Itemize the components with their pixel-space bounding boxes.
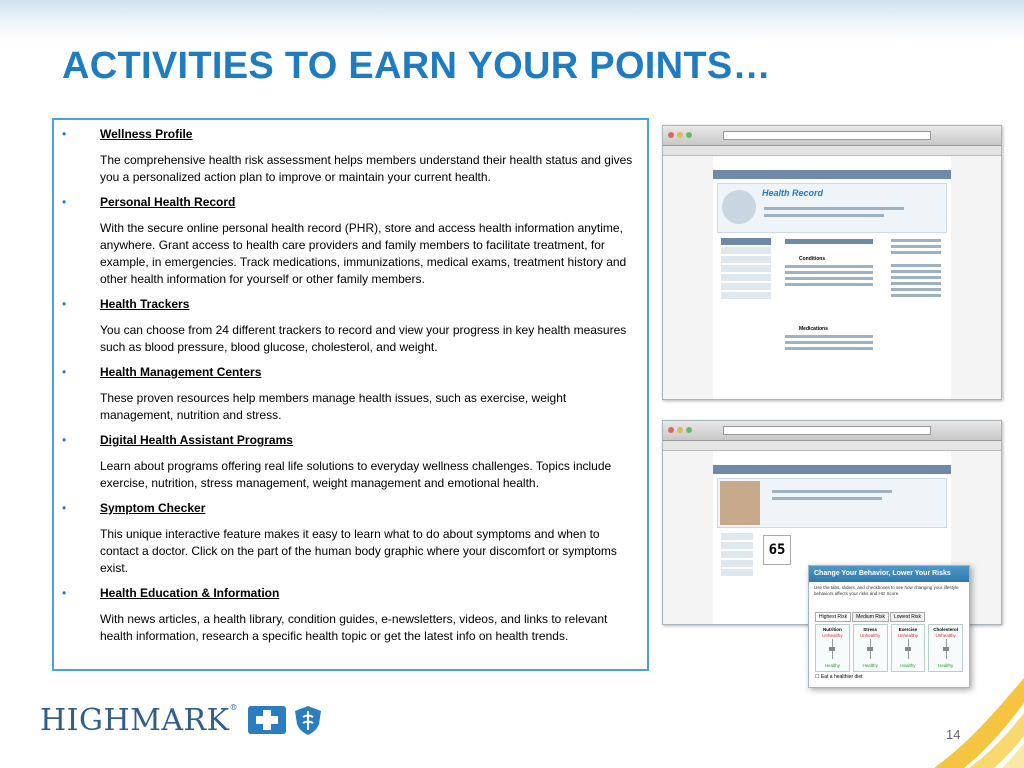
page-number: 14 [946,727,961,742]
item-title: Personal Health Record [100,195,236,209]
slider-knob[interactable] [943,647,949,651]
site-nav [713,465,951,474]
item-description: With news articles, a health library, condition guides, e-newsletters, videos, and links to relevant health information, research a specific health topic or get the latest info on health trends. [100,612,608,643]
conditions-heading: Conditions [799,256,826,262]
bullet-icon: • [62,501,67,515]
blue-cross-icon [246,704,288,736]
bullet-icon: • [62,297,67,311]
health-record-screenshot [662,125,1002,400]
bullet-icon: • [62,127,67,141]
item-description: These proven resources help members manage health issues, such as exercise, weight management, nutrition and stress. [100,391,567,422]
side-nav [717,236,775,301]
item-title: Health Education & Information [100,586,280,600]
address-bar [723,131,931,140]
risk-tabs [815,612,926,622]
site-nav [713,170,951,179]
medications-heading: Medications [799,326,828,332]
slider-knob[interactable] [867,647,873,651]
slider-column [853,624,888,672]
slider-knob[interactable] [905,647,911,651]
bullet-icon: • [62,195,67,209]
hg-score: 65 [763,535,791,565]
address-bar [723,426,931,435]
browser-toolbar [663,126,1001,146]
healthy-label: Healthy [937,663,954,668]
unhealthy-label: Unhealthy [897,633,918,638]
unhealthy-label: Unhealthy [935,633,956,638]
summary-banner [717,478,947,528]
item-description: Learn about programs offering real life solutions to everyday wellness challenges. Topics include exercise, nutrition, stress management, weight management and emotional health. [100,459,612,490]
logo-wordmark: HIGHMARK® [40,702,239,738]
item-title: Health Management Centers [100,365,262,379]
highmark-logo [40,700,324,740]
browser-tab-bar [663,146,1001,156]
bullet-icon: • [62,433,67,447]
browser-toolbar [663,421,1001,441]
blue-shield-icon [292,704,324,736]
healthier-diet-checkbox[interactable]: ☐ Eat a healthier diet [815,674,863,680]
item-title: Symptom Checker [100,501,206,515]
tab-lowest-risk[interactable]: Lowest Risk [890,612,925,622]
healthy-label: Healthy [862,663,878,668]
healthy-label: Healthy [824,663,840,668]
column-label: Exercise [898,627,918,632]
browser-tab-bar [663,441,1001,451]
item-description: You can choose from 24 different trackers to record and view your progress in key health measures such as blood pressure, blood glucose, cholesterol, and weight. [100,323,627,354]
widget-title: Change Your Behavior, Lower Your Risks [809,566,969,582]
unhealthy-label: Unhealthy [822,633,843,638]
activities-list-box [52,118,649,671]
column-label: Stress [863,627,877,632]
web-page [713,156,951,399]
checkbox-label: Eat a healthier diet [820,674,863,680]
top-gradient-band [0,0,1024,40]
item-description: The comprehensive health risk assessment helps members understand their health status and gives you a personalized action plan to improve or maintain your current health. [100,153,633,184]
item-description: With the secure online personal health record (PHR), store and access health information anytime, anywhere. Grant access to health care providers and family members to facilitate treatment, for example, in emergencies. Track medications, immunizations, medical exams, treatment history and other health information for yourself or other family members. [100,221,627,286]
stethoscope-icon [722,190,756,224]
bullet-icon: • [62,586,67,600]
widget-instructions: Use the tabs, sliders, and checkboxes to see how changing your lifestyle behaviors affects your risks and HG Score. [814,585,959,596]
slider-knob[interactable] [829,647,835,651]
item-title: Wellness Profile [100,127,193,141]
slide-title: ACTIVITIES TO EARN YOUR POINTS… [62,45,771,87]
item-description: This unique interactive feature makes it easy to learn what to do about symptoms and when to contact a doctor. Click on the part of the human body graphic where your discomfort or symptoms exist. [100,527,617,575]
column-label: Cholesterol [933,627,958,632]
item-title: Digital Health Assistant Programs [100,433,293,447]
tab-highest-risk[interactable]: Highest Risk [815,612,851,622]
healthy-label: Healthy [900,663,916,668]
slider-column [815,624,850,672]
health-record-banner [717,183,947,233]
bullet-icon: • [62,365,67,379]
unhealthy-label: Unhealthy [859,633,881,638]
side-nav [717,531,757,578]
tab-medium-risk[interactable]: Medium Risk [852,612,889,622]
column-label: Nutrition [823,627,842,632]
item-title: Health Trackers [100,297,190,311]
couple-photo [720,481,760,525]
health-record-header: Health Record [762,188,824,198]
swoosh-decoration [914,658,1024,768]
